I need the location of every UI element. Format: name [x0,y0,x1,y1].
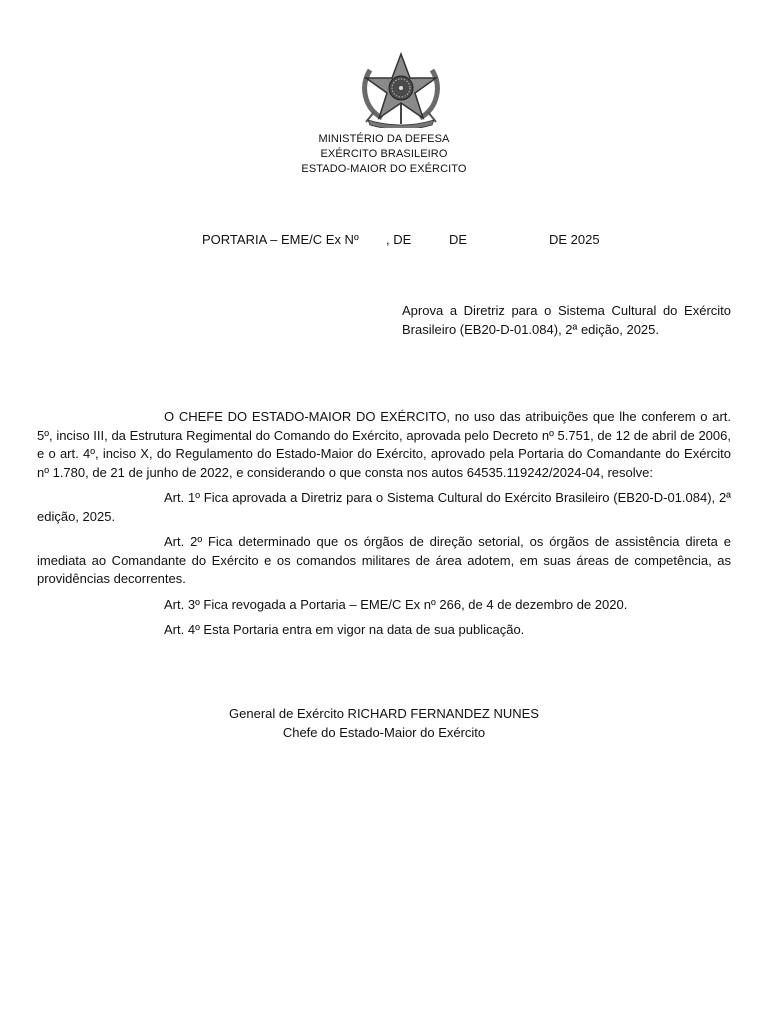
coat-of-arms-icon [356,50,446,128]
article-4: Art. 4º Esta Portaria entra em vigor na data de sua publicação. [164,622,525,637]
signatory-title: Chefe do Estado-Maior do Exército [282,724,486,740]
staff-line: ESTADO-MAIOR DO EXÉRCITO [301,163,467,175]
document-header [0,132,768,177]
portaria-prefix: PORTARIA – EME/C Ex Nº [202,232,359,247]
signature-block [0,705,768,742]
document-body [37,408,731,647]
article-2: Art. 2º Fica determinado que os órgãos de direção setorial, os órgãos de assistência direta e imediata ao Comandante do Exército e os comandos militares de área adotem, em suas áreas de competência, as providências decorrentes. [37,534,731,586]
ministry-line: MINISTÉRIO DA DEFESA [318,133,450,145]
article-1: Art. 1º Fica aprovada a Diretriz para o Sistema Cultural do Exército Brasileiro (EB20-D-01.084), 2ª edição, 2025. [37,490,731,524]
portaria-year: DE 2025 [549,232,600,247]
article-3: Art. 3º Fica revogada a Portaria – EME/C Ex nº 266, de 4 de dezembro de 2020. [164,596,628,612]
army-line: EXÉRCITO BRASILEIRO [320,148,448,160]
ementa: Aprova a Diretriz para o Sistema Cultural do Exército Brasileiro (EB20-D-01.084), 2ª edição, 2025. [402,303,731,337]
portaria-de-1: , DE [386,232,412,247]
signatory-name: General de Exército RICHARD FERNANDEZ NUNES [229,706,539,721]
preamble-paragraph: O CHEFE DO ESTADO-MAIOR DO EXÉRCITO, no uso das atribuições que lhe conferem o art. 5º, inciso III, da Estrutura Regimental do Comando do Exército, aprovada pelo Decreto nº 5.751, de 12 de abril de 2006, e o art. 4º, inciso X, do Regulamento do Estado-Maior do Exército, aprovado pela Portaria do Comandante do Exército nº 1.780, de 21 de junho de 2022, e considerando o que consta nos autos 64535.119242/2024-04, resolve: [37,409,731,480]
portaria-de-2: DE [449,232,468,247]
